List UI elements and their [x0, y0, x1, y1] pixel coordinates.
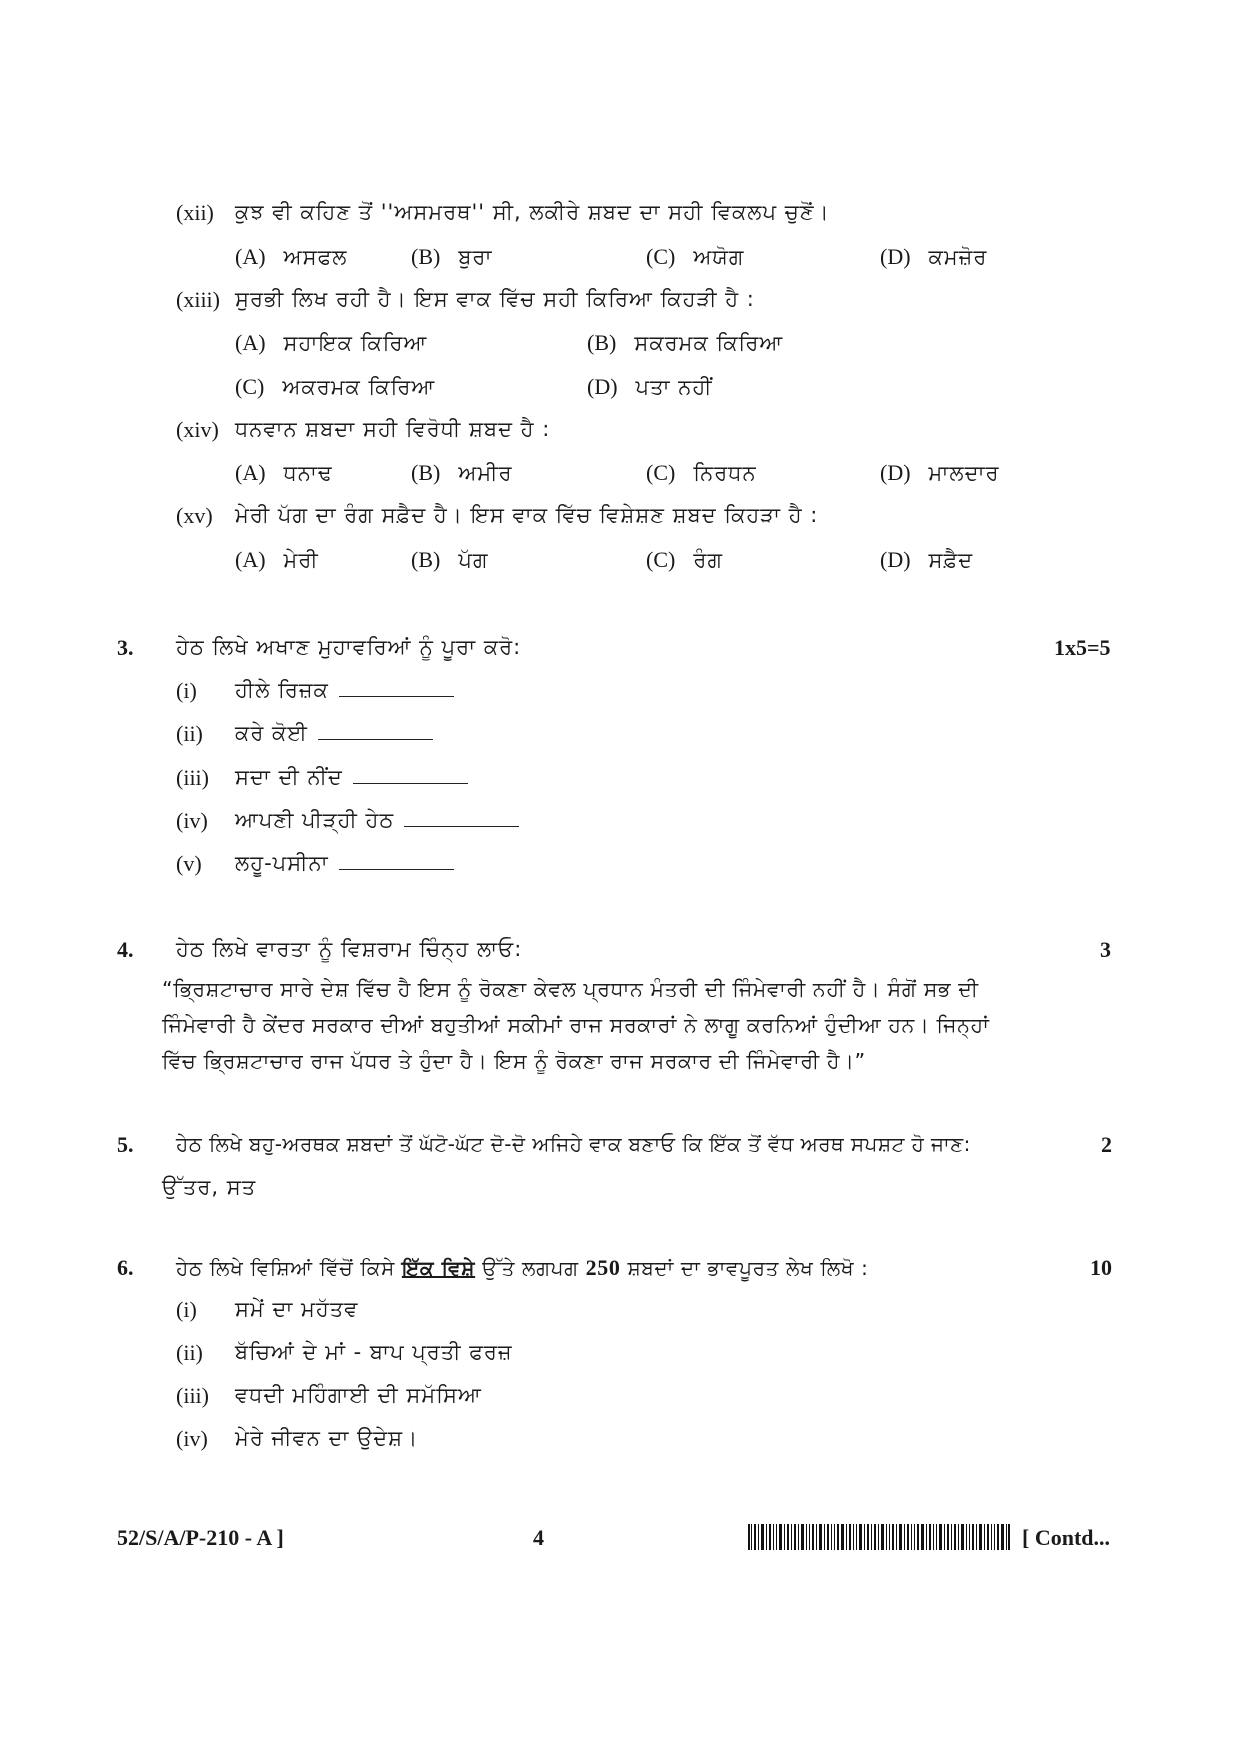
q2-xiv-option-c	[646, 460, 757, 486]
q6-item-label: (i)	[176, 1297, 197, 1322]
q2-xv-option-d	[880, 547, 973, 573]
q3-item	[235, 765, 468, 790]
q2-xii-label: (xii)	[176, 200, 214, 225]
q3-item-label: (iv)	[176, 808, 208, 833]
q2-xiv-option-b	[411, 460, 513, 486]
q3-item-label: (iii)	[176, 765, 209, 790]
option-label: (D)	[880, 244, 911, 269]
q4-passage-line: “ਭ੍ਰਿਸ਼ਟਾਚਾਰ ਸਾਰੇ ਦੇਸ਼ ਵਿੱਚ ਹੈ ਇਸ ਨੂੰ ਰੋਕਣਾ ਕੇਵਲ ਪ੍ਰਧਾਨ ਮੰਤਰੀ ਦੀ ਜਿੰਮੇਵਾਰੀ ਨਹੀਂ ਹੈ। ਸੰਗੋਂ ਸਭ ਦੀ	[162, 977, 979, 1001]
option-label: (A)	[235, 330, 266, 355]
q3-item	[235, 808, 519, 833]
option-text: ਧਨਾਢ	[283, 461, 333, 485]
q6-text-before: ਹੇਠ ਲਿਖੇ ਵਿਸ਼ਿਆਂ ਵਿੱਚੋਂ ਕਿਸੇ	[176, 1256, 395, 1280]
option-text: ਸਕਰਮਕ ਕਿਰਿਆ	[634, 331, 784, 355]
option-text: ਰੰਗ	[693, 548, 723, 572]
answer-blank	[339, 695, 454, 697]
q4-text: ਹੇਠ ਲਿਖੇ ਵਾਰਤਾ ਨੂੰ ਵਿਸ਼ਰਾਮ ਚਿੰਨ੍ਹ ਲਾਓ:	[176, 937, 523, 961]
option-text: ਬੁਰਾ	[458, 245, 493, 269]
option-text: ਸਹਾਇਕ ਕਿਰਿਆ	[283, 331, 428, 355]
q4-passage-line: ਵਿੱਚ ਭ੍ਰਿਸ਼ਟਾਚਾਰ ਰਾਜ ਪੱਧਰ ਤੇ ਹੁੰਦਾ ਹੈ। ਇਸ ਨੂੰ ਰੋਕਣਾ ਰਾਜ ਸਰਕਾਰ ਦੀ ਜਿੰਮੇਵਾਰੀ ਹੈ।”	[162, 1049, 866, 1073]
q2-xiv-option-a	[235, 460, 333, 486]
option-text: ਅਮੀਰ	[458, 461, 513, 485]
option-label: (D)	[880, 547, 911, 572]
q2-xiii-label: (xiii)	[176, 287, 220, 312]
option-text: ਸਫ਼ੈਦ	[928, 548, 974, 572]
q3-item-text: ਹੀਲੇ ਰਿਜ਼ਕ	[235, 678, 329, 702]
answer-blank	[339, 868, 454, 870]
barcode	[748, 1524, 1010, 1554]
option-text: ਪੱਗ	[458, 548, 489, 572]
q3-item-text: ਲਹੂ-ਪਸੀਨਾ	[235, 851, 329, 875]
option-text: ਅਸਫਲ	[283, 245, 348, 269]
q2-xv-text: ਮੇਰੀ ਪੱਗ ਦਾ ਰੰਗ ਸਫ਼ੈਦ ਹੈ। ਇਸ ਵਾਕ ਵਿੱਚ ਵਿਸ਼ੇਸ਼ਣ ਸ਼ਬਦ ਕਿਹੜਾ ਹੈ :	[235, 503, 819, 527]
q3-marks: 1x5=5	[1054, 635, 1111, 660]
barcode-graphic	[748, 1524, 1010, 1550]
option-label: (A)	[235, 460, 266, 485]
q6-emphasis: ਇੱਕ ਵਿਸ਼ੇ	[401, 1256, 476, 1280]
q2-xii-option-b	[411, 244, 492, 270]
option-label: (B)	[411, 244, 441, 269]
q2-xv-option-c	[646, 547, 723, 573]
q2-xiii-option-a	[235, 330, 427, 356]
q2-xiv-option-d	[880, 460, 1000, 486]
q3-item-text: ਕਰੇ ਕੋਈ	[235, 721, 308, 745]
option-text: ਮੇਰੀ	[283, 548, 319, 572]
option-label: (C)	[646, 547, 676, 572]
option-label: (B)	[411, 547, 441, 572]
option-label: (A)	[235, 547, 266, 572]
q6-item-text: ਸਮੇਂ ਦਾ ਮਹੱਤਵ	[235, 1297, 359, 1321]
q3-number: 3.	[117, 635, 134, 660]
q2-xiv-label: (xiv)	[176, 417, 219, 442]
q3-item	[235, 721, 433, 746]
option-label: (C)	[235, 374, 265, 399]
q2-xiii-option-b	[587, 330, 783, 356]
option-label: (B)	[587, 330, 617, 355]
q5-text: ਹੇਠ ਲਿਖੇ ਬਹੁ-ਅਰਥਕ ਸ਼ਬਦਾਂ ਤੋਂ ਘੱਟੋ-ਘੱਟ ਦੋ-ਦੋ ਅਜਿਹੇ ਵਾਕ ਬਣਾਓ ਕਿ ਇੱਕ ਤੋਂ ਵੱਧ ਅਰਥ ਸਪਸ਼ਟ ਹੋ ਜਾਣ:	[176, 1132, 971, 1156]
answer-blank	[318, 738, 433, 740]
q6-text-after-1: ਉੱਤੇ ਲਗਪਗ	[482, 1256, 579, 1280]
option-label: (B)	[411, 460, 441, 485]
q4-number: 4.	[117, 937, 134, 962]
q2-xii-option-a	[235, 244, 348, 270]
option-text: ਅਯੋਗ	[693, 245, 745, 269]
option-label: (D)	[587, 374, 618, 399]
q2-xv-label: (xv)	[176, 503, 213, 528]
q3-item-text: ਆਪਣੀ ਪੀੜ੍ਹੀ ਹੇਠ	[235, 808, 395, 832]
option-text: ਪਤਾ ਨਹੀਂ	[635, 375, 713, 399]
option-label: (D)	[880, 460, 911, 485]
q6-item-text: ਮੇਰੇ ਜੀਵਨ ਦਾ ਉਦੇਸ਼।	[235, 1426, 419, 1450]
q6-marks: 10	[1090, 1255, 1112, 1280]
option-text: ਅਕਰਮਕ ਕਿਰਿਆ	[282, 375, 436, 399]
q3-item-text: ਸਦਾ ਦੀ ਨੀਂਦ	[235, 765, 343, 789]
q3-text: ਹੇਠ ਲਿਖੇ ਅਖਾਣ ਮੁਹਾਵਰਿਆਂ ਨੂੰ ਪੂਰਾ ਕਰੋ:	[176, 635, 522, 659]
q3-item-label: (v)	[176, 851, 202, 876]
q3-item-label: (i)	[176, 678, 197, 703]
option-label: (C)	[646, 244, 676, 269]
continued-label: [ Contd...	[1022, 1525, 1111, 1550]
q6-item-label: (ii)	[176, 1340, 203, 1365]
q3-item	[235, 678, 454, 703]
option-label: (A)	[235, 244, 266, 269]
q6-item-text: ਵਧਦੀ ਮਹਿੰਗਾਈ ਦੀ ਸਮੱਸਿਆ	[235, 1383, 482, 1407]
q2-xiv-text: ਧਨਵਾਨ ਸ਼ਬਦਾ ਸਹੀ ਵਿਰੋਧੀ ਸ਼ਬਦ ਹੈ :	[235, 417, 551, 441]
q6-number: 6.	[117, 1255, 134, 1280]
q6-item-text: ਬੱਚਿਆਂ ਦੇ ਮਾਂ - ਬਾਪ ਪ੍ਰਤੀ ਫਰਜ਼	[235, 1340, 513, 1364]
q2-xiii-option-d	[587, 374, 713, 400]
page-number: 4	[533, 1525, 544, 1550]
option-text: ਮਾਲਦਾਰ	[928, 461, 1000, 485]
q6-text	[176, 1255, 868, 1281]
option-text: ਨਿਰਧਨ	[693, 461, 757, 485]
option-text: ਕਮਜ਼ੋਰ	[928, 245, 988, 269]
answer-blank	[404, 825, 519, 827]
q2-xiii-option-c	[235, 374, 435, 400]
q2-xii-option-d	[880, 244, 987, 270]
q3-item	[235, 851, 454, 876]
q2-xii-option-c	[646, 244, 744, 270]
q6-word-count: 250	[585, 1255, 621, 1280]
q6-text-after-2: ਸ਼ਬਦਾਂ ਦਾ ਭਾਵਪੂਰਤ ਲੇਖ ਲਿਖੋ :	[627, 1256, 869, 1280]
paper-code: 52/S/A/P-210 - A ]	[117, 1525, 284, 1550]
q2-xiii-text: ਸੁਰਭੀ ਲਿਖ ਰਹੀ ਹੈ। ਇਸ ਵਾਕ ਵਿੱਚ ਸਹੀ ਕਿਰਿਆ ਕਿਹੜੀ ਹੈ :	[235, 287, 755, 311]
q2-xii-text: ਕੁਝ ਵੀ ਕਹਿਣ ਤੋਂ ''ਅਸਮਰਥ'' ਸੀ, ਲਕੀਰੇ ਸ਼ਬਦ ਦਾ ਸਹੀ ਵਿਕਲਪ ਚੁਣੋਂ।	[235, 200, 830, 224]
q5-number: 5.	[117, 1132, 134, 1157]
q2-xv-option-b	[411, 547, 489, 573]
q5-words: ਉੱਤਰ, ਸਤ	[162, 1175, 257, 1199]
q4-passage-line: ਜਿੰਮੇਵਾਰੀ ਹੈ ਕੇਂਦਰ ਸਰਕਾਰ ਦੀਆਂ ਬਹੁਤੀਆਂ ਸਕੀਮਾਂ ਰਾਜ ਸਰਕਾਰਾਂ ਨੇ ਲਾਗੂ ਕਰਨਿਆਂ ਹੁੰਦੀਆ ਹਨ। ਜਿਨ੍ਹਾਂ	[162, 1013, 990, 1037]
q5-marks: 2	[1101, 1132, 1112, 1157]
q6-item-label: (iv)	[176, 1426, 208, 1451]
q6-item-label: (iii)	[176, 1383, 209, 1408]
answer-blank	[353, 782, 468, 784]
q2-xv-option-a	[235, 547, 319, 573]
q4-marks: 3	[1100, 937, 1111, 962]
option-label: (C)	[646, 460, 676, 485]
q3-item-label: (ii)	[176, 721, 203, 746]
